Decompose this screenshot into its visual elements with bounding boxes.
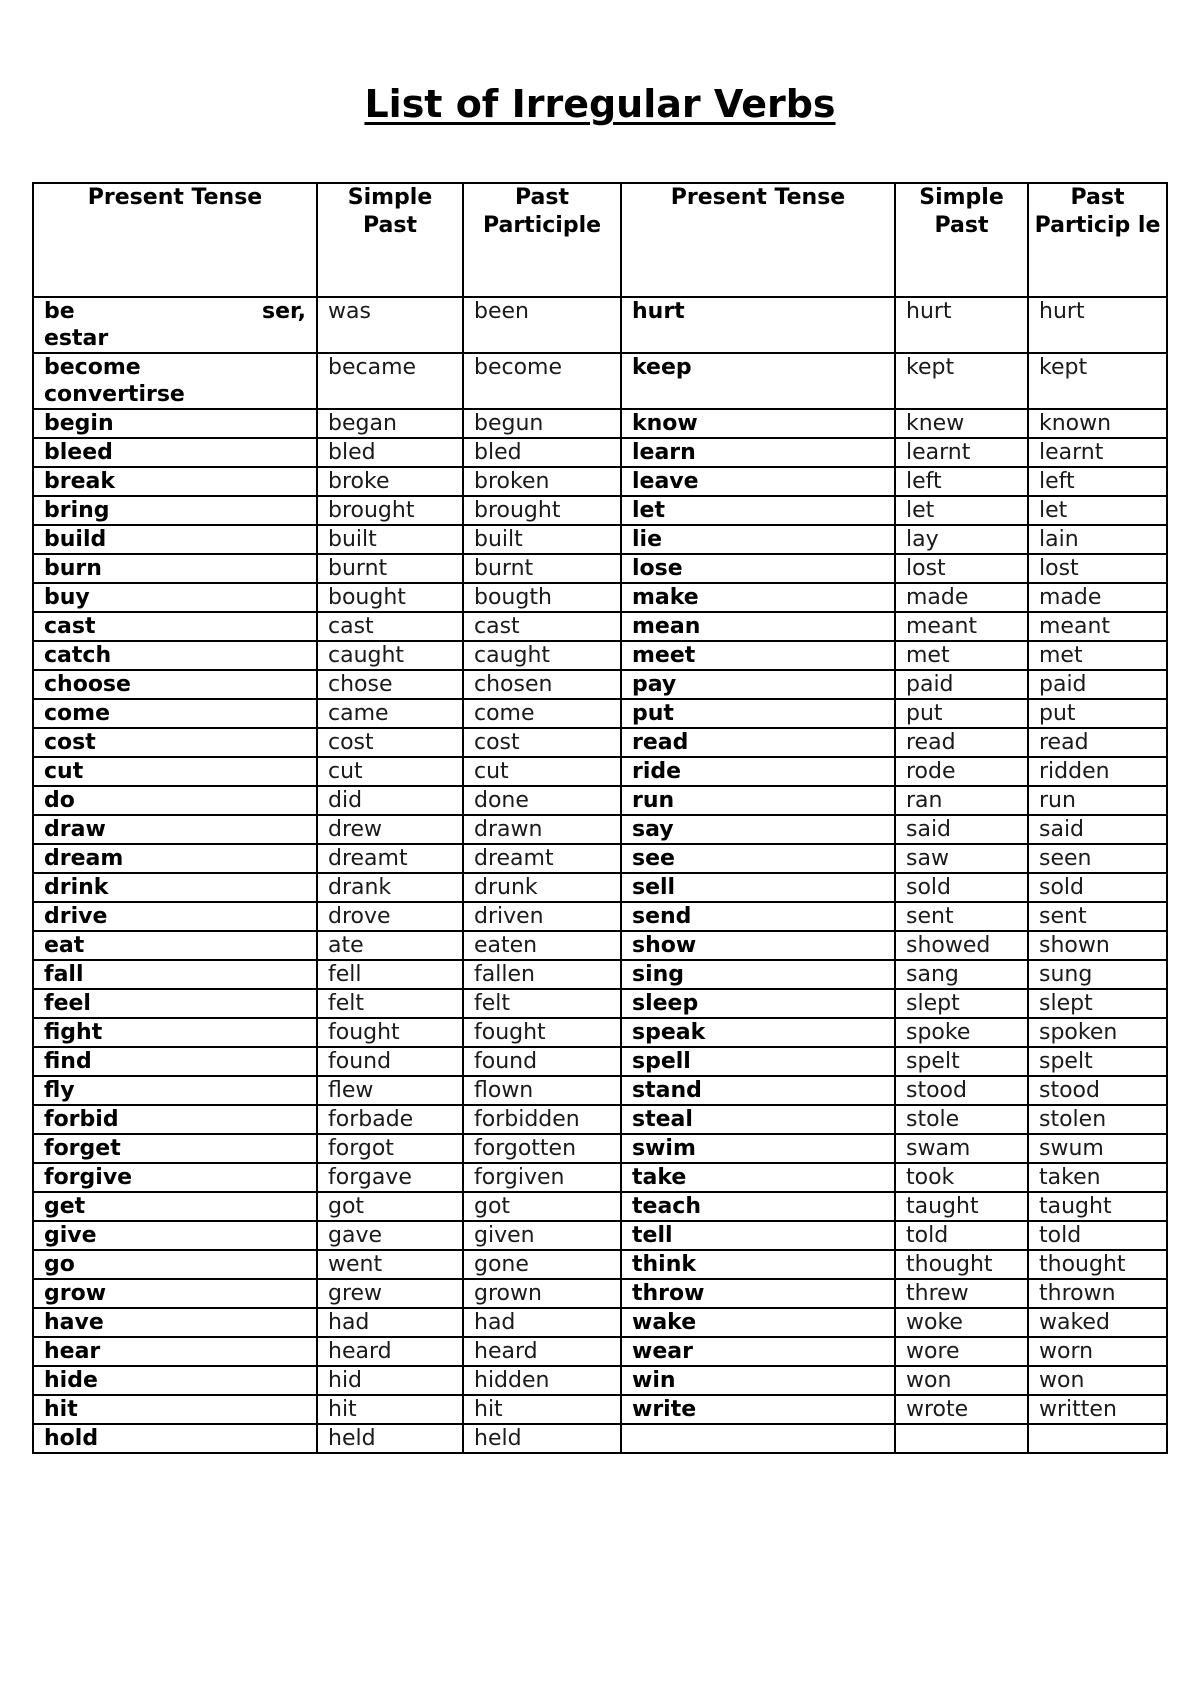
- translation-part: ser,: [262, 299, 306, 324]
- table-row: [33, 1047, 1167, 1076]
- present-tense-left: dream: [33, 844, 317, 873]
- simple-past-left: cost: [317, 728, 463, 757]
- simple-past-left: hit: [317, 1395, 463, 1424]
- table-row: [33, 297, 1167, 353]
- table-row: [33, 1424, 1167, 1453]
- verb-word: be: [44, 299, 75, 324]
- verb-rows: [33, 297, 1167, 1453]
- simple-past-right: meant: [895, 612, 1028, 641]
- table-row: [33, 1279, 1167, 1308]
- translation-line: convertirse: [44, 382, 185, 407]
- verb-line: [44, 298, 306, 325]
- simple-past-right: lost: [895, 554, 1028, 583]
- present-tense-right: sell: [621, 873, 895, 902]
- simple-past-right: spelt: [895, 1047, 1028, 1076]
- past-participle-right: ridden: [1028, 757, 1167, 786]
- table-row: [33, 496, 1167, 525]
- present-tense-left: cost: [33, 728, 317, 757]
- past-participle-right: lain: [1028, 525, 1167, 554]
- simple-past-right: kept: [895, 353, 1028, 409]
- simple-past-left: fought: [317, 1018, 463, 1047]
- simple-past-right: knew: [895, 409, 1028, 438]
- table-row: [33, 1018, 1167, 1047]
- present-tense-right: meet: [621, 641, 895, 670]
- past-participle-left: gone: [463, 1250, 621, 1279]
- past-participle-left: felt: [463, 989, 621, 1018]
- past-participle-left: heard: [463, 1337, 621, 1366]
- past-participle-left: fought: [463, 1018, 621, 1047]
- simple-past-right: made: [895, 583, 1028, 612]
- header-present-tense-left: Present Tense: [33, 183, 317, 297]
- present-tense-left: draw: [33, 815, 317, 844]
- table-row: [33, 1395, 1167, 1424]
- past-participle-right: taken: [1028, 1163, 1167, 1192]
- past-participle-left: grown: [463, 1279, 621, 1308]
- present-tense-right: speak: [621, 1018, 895, 1047]
- simple-past-right: sang: [895, 960, 1028, 989]
- past-participle-left: given: [463, 1221, 621, 1250]
- verb-word: become: [44, 355, 141, 380]
- past-participle-right: written: [1028, 1395, 1167, 1424]
- simple-past-left: got: [317, 1192, 463, 1221]
- past-participle-right: made: [1028, 583, 1167, 612]
- past-participle-right: taught: [1028, 1192, 1167, 1221]
- present-tense-left: forbid: [33, 1105, 317, 1134]
- present-tense-left: bleed: [33, 438, 317, 467]
- table-row: [33, 409, 1167, 438]
- table-row: [33, 1105, 1167, 1134]
- past-participle-right: thought: [1028, 1250, 1167, 1279]
- simple-past-right: let: [895, 496, 1028, 525]
- past-participle-right: stood: [1028, 1076, 1167, 1105]
- present-tense-right: leave: [621, 467, 895, 496]
- present-tense-right: win: [621, 1366, 895, 1395]
- present-tense-right: read: [621, 728, 895, 757]
- table-row: [33, 1192, 1167, 1221]
- table-row: [33, 1134, 1167, 1163]
- header-simple-past-left: Simple Past: [317, 183, 463, 297]
- past-participle-right: known: [1028, 409, 1167, 438]
- present-tense-right: say: [621, 815, 895, 844]
- present-tense-right: teach: [621, 1192, 895, 1221]
- present-tense-right: wear: [621, 1337, 895, 1366]
- present-tense-left: begin: [33, 409, 317, 438]
- past-participle-right: seen: [1028, 844, 1167, 873]
- past-participle-left: begun: [463, 409, 621, 438]
- table-row: [33, 612, 1167, 641]
- table-row: [33, 467, 1167, 496]
- table-row: [33, 554, 1167, 583]
- present-tense-left: burn: [33, 554, 317, 583]
- simple-past-left: hid: [317, 1366, 463, 1395]
- past-participle-left: eaten: [463, 931, 621, 960]
- past-participle-left: fallen: [463, 960, 621, 989]
- past-participle-right: spoken: [1028, 1018, 1167, 1047]
- past-participle-left: burnt: [463, 554, 621, 583]
- simple-past-left: forgave: [317, 1163, 463, 1192]
- past-participle-left: drawn: [463, 815, 621, 844]
- present-tense-right: write: [621, 1395, 895, 1424]
- present-tense-left: catch: [33, 641, 317, 670]
- past-participle-right: run: [1028, 786, 1167, 815]
- table-row: [33, 699, 1167, 728]
- present-tense-left: forget: [33, 1134, 317, 1163]
- past-participle-left: flown: [463, 1076, 621, 1105]
- present-tense-left: give: [33, 1221, 317, 1250]
- simple-past-left: did: [317, 786, 463, 815]
- present-tense-right: sleep: [621, 989, 895, 1018]
- simple-past-left: grew: [317, 1279, 463, 1308]
- present-tense-right: lose: [621, 554, 895, 583]
- past-participle-left: cost: [463, 728, 621, 757]
- present-tense-left: drink: [33, 873, 317, 902]
- simple-past-left: became: [317, 353, 463, 409]
- simple-past-right: stood: [895, 1076, 1028, 1105]
- past-participle-left: held: [463, 1424, 621, 1453]
- page-title: List of Irregular Verbs: [364, 82, 836, 126]
- simple-past-right: sent: [895, 902, 1028, 931]
- simple-past-left: drew: [317, 815, 463, 844]
- present-tense-left: [33, 297, 317, 353]
- present-tense-left: find: [33, 1047, 317, 1076]
- past-participle-right: kept: [1028, 353, 1167, 409]
- table-row: [33, 844, 1167, 873]
- past-participle-right: thrown: [1028, 1279, 1167, 1308]
- header-present-tense-right: Present Tense: [621, 183, 895, 297]
- past-participle-left: forgiven: [463, 1163, 621, 1192]
- simple-past-left: cut: [317, 757, 463, 786]
- present-tense-right: swim: [621, 1134, 895, 1163]
- present-tense-left: cast: [33, 612, 317, 641]
- present-tense-left: eat: [33, 931, 317, 960]
- present-tense-left: break: [33, 467, 317, 496]
- present-tense-left: hear: [33, 1337, 317, 1366]
- simple-past-right: left: [895, 467, 1028, 496]
- translation-line: estar: [44, 326, 109, 351]
- present-tense-right: tell: [621, 1221, 895, 1250]
- past-participle-right: lost: [1028, 554, 1167, 583]
- simple-past-left: had: [317, 1308, 463, 1337]
- simple-past-left: heard: [317, 1337, 463, 1366]
- past-participle-left: had: [463, 1308, 621, 1337]
- past-participle-right: read: [1028, 728, 1167, 757]
- table-row: [33, 931, 1167, 960]
- present-tense-right: make: [621, 583, 895, 612]
- past-participle-left: forbidden: [463, 1105, 621, 1134]
- past-participle-right: worn: [1028, 1337, 1167, 1366]
- present-tense-left: feel: [33, 989, 317, 1018]
- table-row: [33, 1221, 1167, 1250]
- table-row: [33, 989, 1167, 1018]
- present-tense-right: run: [621, 786, 895, 815]
- simple-past-left: cast: [317, 612, 463, 641]
- simple-past-left: gave: [317, 1221, 463, 1250]
- table-row: [33, 525, 1167, 554]
- present-tense-right: hurt: [621, 297, 895, 353]
- past-participle-left: bougth: [463, 583, 621, 612]
- present-tense-right: ride: [621, 757, 895, 786]
- past-participle-right: told: [1028, 1221, 1167, 1250]
- table-row: [33, 873, 1167, 902]
- simple-past-left: began: [317, 409, 463, 438]
- simple-past-left: was: [317, 297, 463, 353]
- table-row: [33, 1163, 1167, 1192]
- simple-past-right: taught: [895, 1192, 1028, 1221]
- simple-past-left: bled: [317, 438, 463, 467]
- table-row: [33, 1337, 1167, 1366]
- simple-past-left: found: [317, 1047, 463, 1076]
- past-participle-left: hit: [463, 1395, 621, 1424]
- simple-past-left: chose: [317, 670, 463, 699]
- simple-past-left: flew: [317, 1076, 463, 1105]
- table-row: [33, 786, 1167, 815]
- present-tense-left: fight: [33, 1018, 317, 1047]
- table-row: [33, 1076, 1167, 1105]
- table-row: [33, 438, 1167, 467]
- simple-past-left: drank: [317, 873, 463, 902]
- past-participle-right: sent: [1028, 902, 1167, 931]
- past-participle-left: dreamt: [463, 844, 621, 873]
- present-tense-left: fall: [33, 960, 317, 989]
- present-tense-right: learn: [621, 438, 895, 467]
- present-tense-left: get: [33, 1192, 317, 1221]
- table-row: [33, 583, 1167, 612]
- past-participle-left: come: [463, 699, 621, 728]
- simple-past-left: held: [317, 1424, 463, 1453]
- simple-past-right: [895, 1424, 1028, 1453]
- table-row: [33, 728, 1167, 757]
- simple-past-right: saw: [895, 844, 1028, 873]
- past-participle-left: caught: [463, 641, 621, 670]
- simple-past-left: bought: [317, 583, 463, 612]
- present-tense-right: mean: [621, 612, 895, 641]
- present-tense-right: stand: [621, 1076, 895, 1105]
- past-participle-left: chosen: [463, 670, 621, 699]
- present-tense-left: drive: [33, 902, 317, 931]
- simple-past-right: spoke: [895, 1018, 1028, 1047]
- past-participle-right: meant: [1028, 612, 1167, 641]
- present-tense-right: wake: [621, 1308, 895, 1337]
- past-participle-right: waked: [1028, 1308, 1167, 1337]
- past-participle-left: found: [463, 1047, 621, 1076]
- present-tense-left: cut: [33, 757, 317, 786]
- past-participle-left: cast: [463, 612, 621, 641]
- simple-past-right: met: [895, 641, 1028, 670]
- simple-past-right: won: [895, 1366, 1028, 1395]
- simple-past-right: sold: [895, 873, 1028, 902]
- table-row: [33, 902, 1167, 931]
- present-tense-left: have: [33, 1308, 317, 1337]
- simple-past-left: dreamt: [317, 844, 463, 873]
- present-tense-right: send: [621, 902, 895, 931]
- simple-past-left: caught: [317, 641, 463, 670]
- header-row: [33, 183, 1167, 297]
- simple-past-left: fell: [317, 960, 463, 989]
- past-participle-left: built: [463, 525, 621, 554]
- table-row: [33, 757, 1167, 786]
- past-participle-left: drunk: [463, 873, 621, 902]
- simple-past-left: came: [317, 699, 463, 728]
- simple-past-right: put: [895, 699, 1028, 728]
- past-participle-right: paid: [1028, 670, 1167, 699]
- past-participle-right: said: [1028, 815, 1167, 844]
- simple-past-right: showed: [895, 931, 1028, 960]
- past-participle-right: spelt: [1028, 1047, 1167, 1076]
- simple-past-right: swam: [895, 1134, 1028, 1163]
- simple-past-left: burnt: [317, 554, 463, 583]
- present-tense-right: steal: [621, 1105, 895, 1134]
- simple-past-right: said: [895, 815, 1028, 844]
- table-row: [33, 1250, 1167, 1279]
- table-row: [33, 1366, 1167, 1395]
- past-participle-right: let: [1028, 496, 1167, 525]
- simple-past-right: woke: [895, 1308, 1028, 1337]
- present-tense-left: grow: [33, 1279, 317, 1308]
- past-participle-right: slept: [1028, 989, 1167, 1018]
- simple-past-right: took: [895, 1163, 1028, 1192]
- simple-past-left: drove: [317, 902, 463, 931]
- past-participle-left: become: [463, 353, 621, 409]
- simple-past-right: ran: [895, 786, 1028, 815]
- present-tense-left: forgive: [33, 1163, 317, 1192]
- present-tense-right: think: [621, 1250, 895, 1279]
- present-tense-right: [621, 1424, 895, 1453]
- present-tense-left: buy: [33, 583, 317, 612]
- present-tense-right: let: [621, 496, 895, 525]
- simple-past-right: wore: [895, 1337, 1028, 1366]
- past-participle-right: learnt: [1028, 438, 1167, 467]
- simple-past-right: hurt: [895, 297, 1028, 353]
- simple-past-right: stole: [895, 1105, 1028, 1134]
- present-tense-left: hit: [33, 1395, 317, 1424]
- header-past-participle-left: Past Participle: [463, 183, 621, 297]
- table-row: [33, 670, 1167, 699]
- past-participle-right: sold: [1028, 873, 1167, 902]
- simple-past-right: paid: [895, 670, 1028, 699]
- table-row: [33, 960, 1167, 989]
- past-participle-right: won: [1028, 1366, 1167, 1395]
- present-tense-right: take: [621, 1163, 895, 1192]
- simple-past-left: built: [317, 525, 463, 554]
- present-tense-left: go: [33, 1250, 317, 1279]
- past-participle-right: stolen: [1028, 1105, 1167, 1134]
- present-tense-right: show: [621, 931, 895, 960]
- present-tense-left: hold: [33, 1424, 317, 1453]
- irregular-verbs-table: [32, 182, 1168, 1454]
- past-participle-right: put: [1028, 699, 1167, 728]
- past-participle-right: swum: [1028, 1134, 1167, 1163]
- simple-past-left: brought: [317, 496, 463, 525]
- simple-past-right: told: [895, 1221, 1028, 1250]
- simple-past-right: learnt: [895, 438, 1028, 467]
- present-tense-right: spell: [621, 1047, 895, 1076]
- simple-past-left: went: [317, 1250, 463, 1279]
- simple-past-left: broke: [317, 467, 463, 496]
- past-participle-right: left: [1028, 467, 1167, 496]
- present-tense-left: hide: [33, 1366, 317, 1395]
- past-participle-left: broken: [463, 467, 621, 496]
- present-tense-right: sing: [621, 960, 895, 989]
- present-tense-left: choose: [33, 670, 317, 699]
- past-participle-right: shown: [1028, 931, 1167, 960]
- simple-past-left: felt: [317, 989, 463, 1018]
- past-participle-right: [1028, 1424, 1167, 1453]
- present-tense-right: see: [621, 844, 895, 873]
- present-tense-left: build: [33, 525, 317, 554]
- header-past-participle-right: Past Particip le: [1028, 183, 1167, 297]
- simple-past-right: slept: [895, 989, 1028, 1018]
- present-tense-right: know: [621, 409, 895, 438]
- past-participle-left: forgotten: [463, 1134, 621, 1163]
- present-tense-left: [33, 353, 317, 409]
- past-participle-right: hurt: [1028, 297, 1167, 353]
- present-tense-left: come: [33, 699, 317, 728]
- simple-past-right: read: [895, 728, 1028, 757]
- verb-line: [44, 354, 306, 381]
- past-participle-right: sung: [1028, 960, 1167, 989]
- simple-past-right: rode: [895, 757, 1028, 786]
- present-tense-left: bring: [33, 496, 317, 525]
- present-tense-right: lie: [621, 525, 895, 554]
- past-participle-left: cut: [463, 757, 621, 786]
- table-row: [33, 1308, 1167, 1337]
- simple-past-right: threw: [895, 1279, 1028, 1308]
- past-participle-left: got: [463, 1192, 621, 1221]
- table-row: [33, 815, 1167, 844]
- simple-past-right: lay: [895, 525, 1028, 554]
- present-tense-left: do: [33, 786, 317, 815]
- simple-past-right: wrote: [895, 1395, 1028, 1424]
- simple-past-left: ate: [317, 931, 463, 960]
- present-tense-right: keep: [621, 353, 895, 409]
- present-tense-right: put: [621, 699, 895, 728]
- past-participle-right: met: [1028, 641, 1167, 670]
- past-participle-left: hidden: [463, 1366, 621, 1395]
- simple-past-right: thought: [895, 1250, 1028, 1279]
- past-participle-left: been: [463, 297, 621, 353]
- past-participle-left: brought: [463, 496, 621, 525]
- past-participle-left: done: [463, 786, 621, 815]
- present-tense-left: fly: [33, 1076, 317, 1105]
- past-participle-left: driven: [463, 902, 621, 931]
- present-tense-right: pay: [621, 670, 895, 699]
- present-tense-right: throw: [621, 1279, 895, 1308]
- header-simple-past-right: Simple Past: [895, 183, 1028, 297]
- past-participle-left: bled: [463, 438, 621, 467]
- table-row: [33, 641, 1167, 670]
- simple-past-left: forbade: [317, 1105, 463, 1134]
- simple-past-left: forgot: [317, 1134, 463, 1163]
- table-row: [33, 353, 1167, 409]
